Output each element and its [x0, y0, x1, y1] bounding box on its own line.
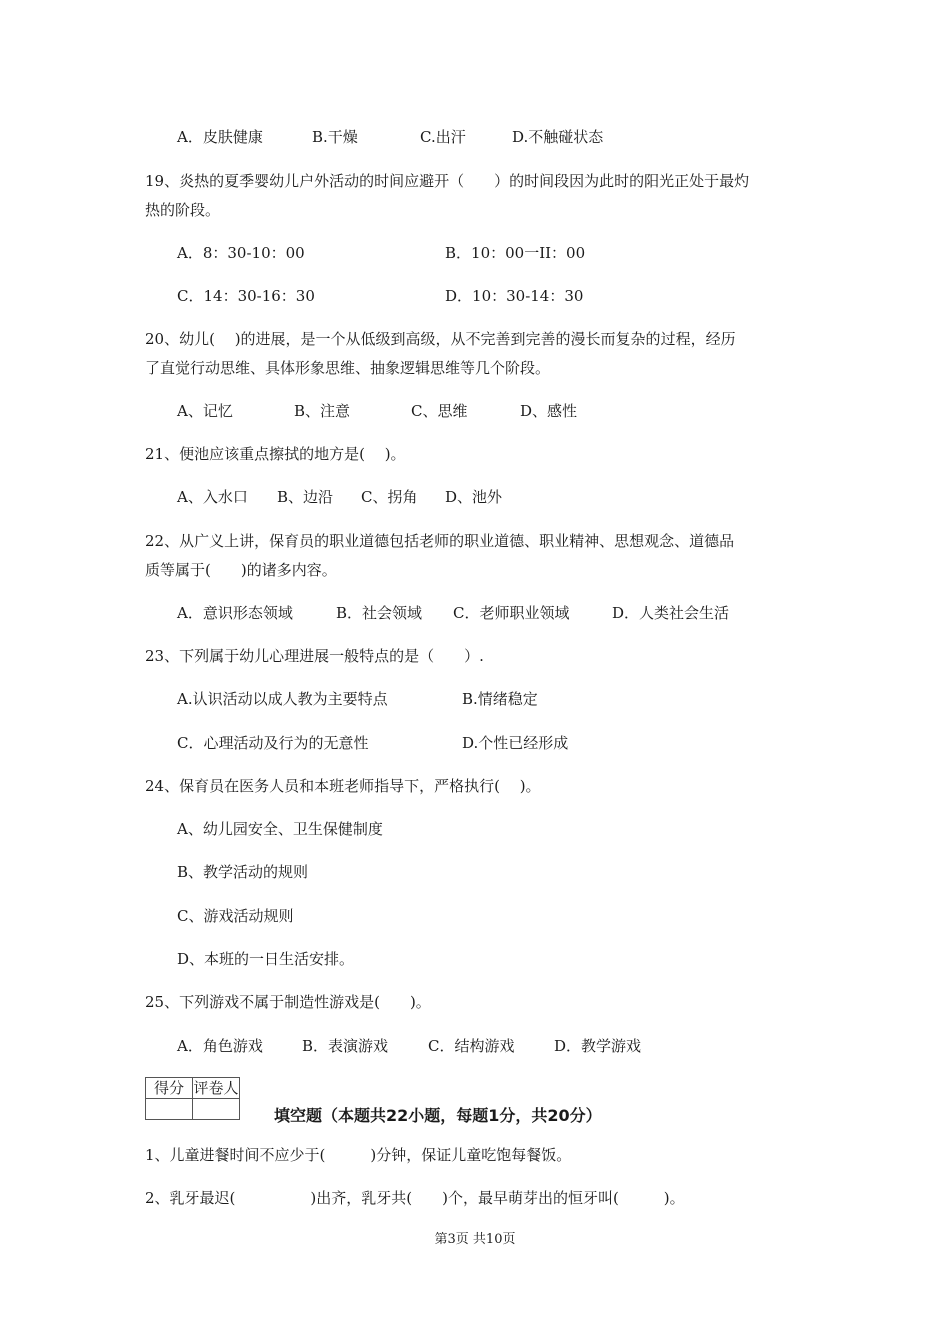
option-c: C．14：30-16：30: [177, 287, 315, 305]
option-d: D．教学游戏: [554, 1037, 642, 1055]
option-b: B．社会领域: [336, 604, 423, 622]
option-d: D、池外: [445, 488, 503, 506]
option-c: C、拐角: [361, 488, 418, 506]
option-c: C．结构游戏: [428, 1037, 515, 1055]
question-19-cont: 热的阶段。: [145, 201, 221, 219]
option-a: A、幼儿园安全、卫生保健制度: [177, 820, 383, 838]
score-header: 得分: [146, 1078, 193, 1099]
option-d: D、感性: [520, 402, 578, 420]
option-a: A.认识活动以成人教为主要特点: [177, 690, 388, 708]
option-c: C、思维: [411, 402, 468, 420]
page-number: 第3页 共10页: [434, 1232, 516, 1247]
option-a: A、入水口: [177, 488, 248, 506]
reviewer-cell: [193, 1099, 240, 1120]
question-22-cont: 质等属于( )的诸多内容。: [145, 561, 337, 579]
option-b: B、注意: [294, 402, 351, 420]
score-cell: [146, 1099, 193, 1120]
reviewer-header: 评卷人: [193, 1079, 239, 1097]
option-d: D.不触碰状态: [512, 128, 604, 146]
option-b: B.情绪稳定: [462, 690, 538, 708]
option-b: B．表演游戏: [302, 1037, 389, 1055]
option-a: A．8：30-10：00: [177, 244, 305, 262]
question-22: 22、从广义上讲，保育员的职业道德包括老师的职业道德、职业精神、思想观念、道德品: [145, 532, 735, 550]
question-19: 19、炎热的夏季婴幼儿户外活动的时间应避开（ ）的时间段因为此时的阳光正处于最灼: [145, 172, 750, 190]
option-d: D．人类社会生活: [612, 604, 730, 622]
option-a: A．皮肤健康: [177, 128, 263, 146]
option-c: C．老师职业领域: [453, 604, 570, 622]
option-d: D.个性已经形成: [462, 734, 569, 752]
question-20-cont: 了直觉行动思维、具体形象思维、抽象逻辑思维等几个阶段。: [145, 359, 551, 377]
option-d: D．10：30-14：30: [445, 287, 584, 305]
option-a: A、记忆: [177, 402, 233, 420]
section-title: 填空题（本题共22小题，每题1分，共20分）: [274, 1106, 602, 1125]
option-b: B、教学活动的规则: [177, 863, 309, 881]
option-a: A．角色游戏: [177, 1037, 263, 1055]
question-24: 24、保育员在医务人员和本班老师指导下，严格执行( )。: [145, 777, 541, 795]
question-23: 23、下列属于幼儿心理进展一般特点的是（ ）.: [145, 647, 484, 665]
option-b: B．10：00一II：00: [445, 244, 586, 262]
question-25: 25、下列游戏不属于制造性游戏是( )。: [145, 993, 431, 1011]
question-21: 21、便池应该重点擦拭的地方是( )。: [145, 445, 406, 463]
option-c: C．心理活动及行为的无意性: [177, 734, 369, 752]
question-20: 20、幼儿( )的进展，是一个从低级到高级，从不完善到完善的漫长而复杂的过程，经历: [145, 330, 736, 348]
option-d: D、本班的一日生活安排。: [177, 950, 355, 968]
fill-question-1: 1、儿童进餐时间不应少于( )分钟，保证儿童吃饱每餐饭。: [145, 1146, 572, 1164]
option-c: C、游戏活动规则: [177, 907, 294, 925]
option-b: B.干燥: [312, 128, 358, 146]
option-a: A．意识形态领域: [177, 604, 293, 622]
fill-question-2: 2、乳牙最迟( )出齐，乳牙共( )个，最早萌芽出的恒牙叫( )。: [145, 1189, 685, 1207]
option-c: C.出汗: [420, 128, 466, 146]
option-b: B、边沿: [277, 488, 334, 506]
grading-box: [145, 1077, 240, 1120]
